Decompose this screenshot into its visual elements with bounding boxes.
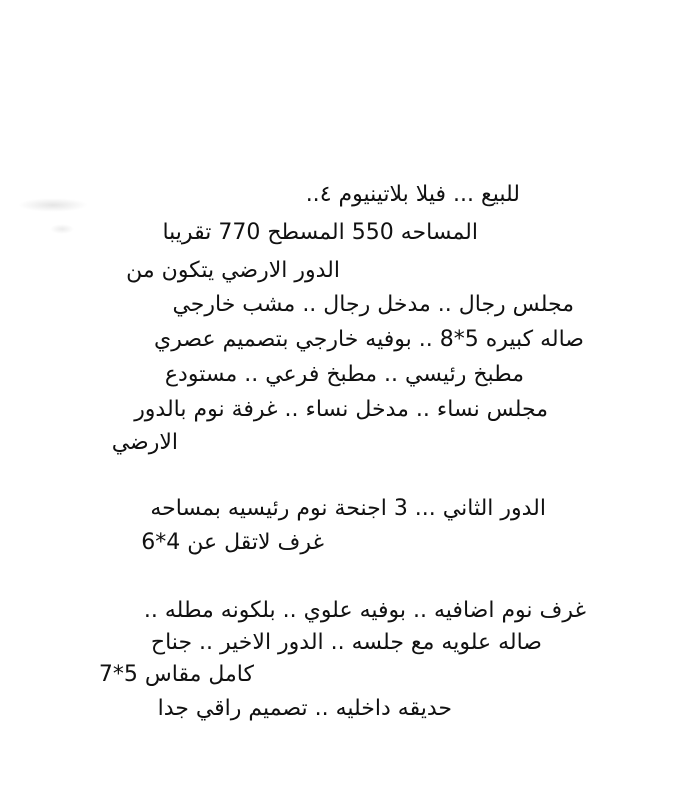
ground-floor-line-1: مجلس رجال .. مدخل رجال .. مشب خارجي: [172, 292, 574, 317]
ground-floor-heading: الدور الارضي يتكون من: [126, 258, 340, 283]
listing-title: للبيع ... فيلا بلاتينيوم ٤..: [305, 182, 520, 207]
extras-line-1: غرف نوم اضافيه .. بوفيه علوي .. بلكونه مطله ..: [143, 598, 586, 623]
scan-smudge: [50, 224, 74, 234]
ground-floor-line-3: مطبخ رئيسي .. مطبخ فرعي .. مستودع: [164, 362, 524, 387]
area-line: المساحه 550 المسطح 770 تقريبا: [162, 220, 478, 245]
ground-floor-line-5: الارضي: [111, 430, 178, 455]
ground-floor-line-4: مجلس نساء .. مدخل نساء .. غرفة نوم بالدور: [134, 397, 548, 422]
extras-line-3: كامل مقاس 5*7: [98, 662, 254, 687]
second-floor-line-2: غرف لاتقل عن 4*6: [141, 530, 324, 555]
second-floor-line-1: الدور الثاني ... 3 اجنحة نوم رئيسيه بمساحه: [150, 496, 546, 521]
garden-line: حديقه داخليه .. تصميم راقي جدا: [157, 696, 452, 721]
ground-floor-line-2: صاله كبيره 5*8 .. بوفيه خارجي بتصميم عصري: [154, 327, 584, 352]
scan-smudge: [18, 198, 88, 212]
extras-line-2: صاله علويه مع جلسه .. الدور الاخير .. جناح: [150, 630, 542, 655]
